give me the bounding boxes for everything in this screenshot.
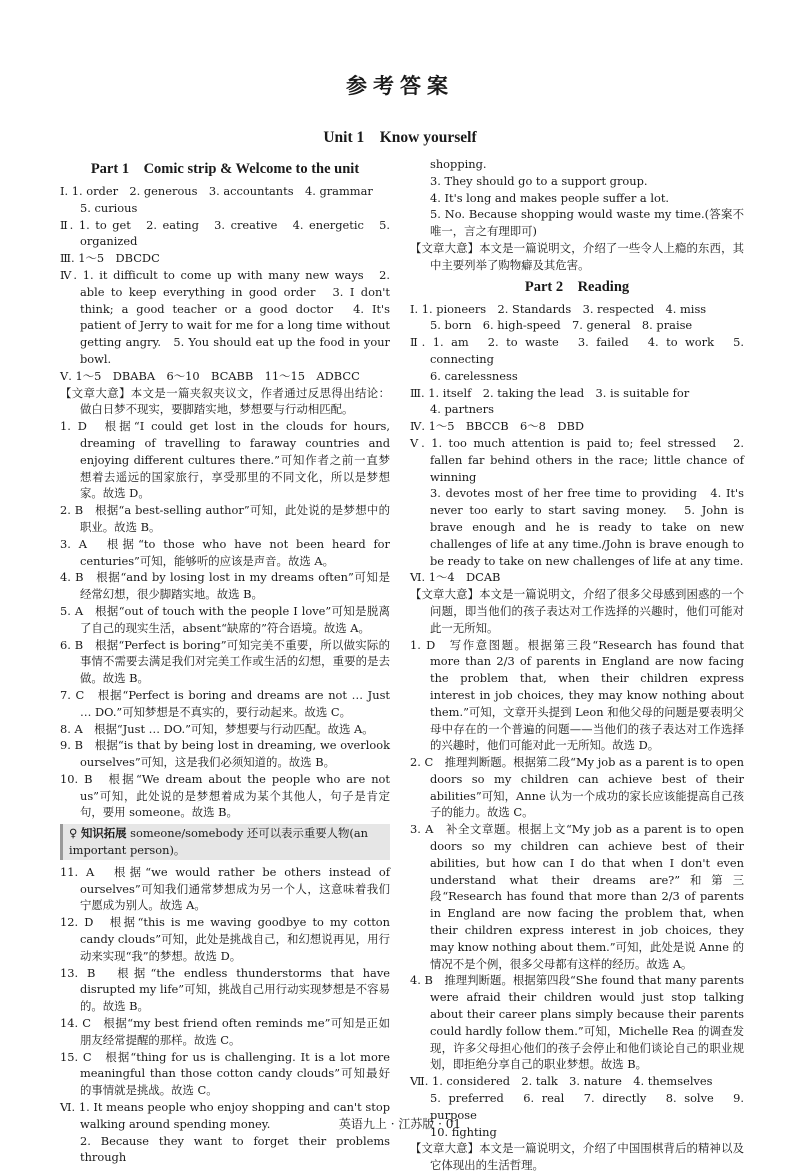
answer-line: 2. Because they want to forget their problems through bbox=[80, 1133, 390, 1165]
answer-line: 8. A 根据“Just … DO.”可知，梦想要与行动匹配。故选 A。 bbox=[60, 721, 374, 736]
tip-label: 知识拓展 bbox=[80, 826, 127, 841]
right-column bbox=[410, 156, 744, 1173]
answer-line: 6. B 根据“Perfect is boring”可知完美不重要，所以做实际的事情不需要去满足我们对完美工作或生活的幻想，重要的是去做。故选 B。 bbox=[60, 637, 390, 686]
answer-line: Ⅲ. 1. itself 2. taking the lead 3. is suitable for bbox=[410, 385, 690, 400]
answer-line: 1. D 写作意图题。根据第三段“Research has found that more than 2/3 of parents in England are now facing the problem that, when their children express interest in job choices, they may know nothing about them.”可知，文章开头提到 Leon 和他父母的问题是要表明父母中存在的一个普遍的问题——当他们的孩子表达对工作选择的兴趣时，他们可能对此一无所知。故选 D。 bbox=[410, 637, 744, 753]
answer-line: Ⅶ. 1. considered 2. talk 3. nature 4. themselves bbox=[410, 1074, 713, 1089]
unit-heading: Unit 1 Know yourself bbox=[323, 129, 477, 146]
answer-line: 3. A 根据“to those who have not been heard for centuries”可知，能够听的应该是声音。故选 A。 bbox=[60, 536, 390, 568]
answer-line: 9. B 根据“is that by being lost in dreaming, we overlook ourselves”可知，这是我们必须知道的。故选 B。 bbox=[60, 738, 390, 770]
answer-line: 4. B 推理判断题。根据第四段“She found that many parents were afraid their children would just stop talking about their career plans simply because their parents could hardly follow them.”可知，Michelle Rea 的调查发现，许多父母担心他们的孩子会停止和他们谈论自己的职业规划，即拒绝分享自己的职业梦想。故选 B。 bbox=[410, 973, 744, 1072]
answer-line: Ⅳ. 1. it difficult to come up with many new ways 2. able to keep everything in good order 3. I don't think; a good teacher or a good doctor 4. It's patient of Jerry to wait for me for a long time without getting angry. 5. You should eat up the food in your bowl. bbox=[60, 267, 390, 366]
page-footer: 英语九上 · 江苏版 · 01 bbox=[338, 1117, 462, 1131]
part1-heading: Part 1 Comic strip & Welcome to the unit bbox=[90, 161, 360, 177]
answer-line: 4. B 根据“and by losing lost in my dreams often”可知是经常幻想，很少脚踏实地。故选 B。 bbox=[60, 570, 390, 602]
summary-line: 【文章大意】本文是一篇说明文，介绍了很多父母感到困惑的一个问题，即当他们的孩子表达对工作选择的兴趣时，他们可能对此一无所知。 bbox=[410, 587, 744, 635]
answer-line: 3. They should go to a support group. bbox=[430, 173, 648, 188]
answer-line: Ⅱ. 1. to get 2. eating 3. creative 4. energetic 5. organized bbox=[60, 217, 390, 249]
answer-line: 7. C 根据“Perfect is boring and dreams are not … Just … DO.”可知梦想是不真实的，要行动起来。故选 C。 bbox=[60, 687, 390, 719]
answer-line: Ⅵ. 1～4 DCAB bbox=[410, 570, 501, 585]
answer-line: 10. fighting bbox=[430, 1124, 497, 1139]
answer-line: 2. C 推理判断题。根据第二段“My job as a parent is to open doors so my children can achieve best of their abilities”可知，Anne 认为一个成功的家长应该能提高自己孩子的能力。故选 C。 bbox=[410, 755, 744, 820]
answer-line: Ⅲ. 1～5 DBCDC bbox=[60, 251, 160, 266]
page-title: 参考答案 bbox=[346, 73, 454, 98]
summary-line: 【文章大意】本文是一篇说明文，介绍了一些令人上瘾的东西，其中主要列举了购物癖及其危害。 bbox=[410, 240, 744, 272]
answer-line: 5. preferred 6. real 7. directly 8. solve 9. purpose bbox=[430, 1091, 744, 1122]
summary-line: 【文章大意】本文是一篇夹叙夹议文，作者通过反思得出结论：做白日梦不现实，要脚踏实地，梦想要与行动相匹配。 bbox=[60, 385, 390, 417]
answer-line: 1. D 根据“I could get lost in the clouds for hours, dreaming of travelling to faraway countries and enjoying different cultures there.”可知作者之前一直梦想着去遥远的国家旅行，享受那里的不同文化，所以是梦想家。故选 D。 bbox=[60, 419, 390, 501]
answer-line: 11. A 根据“we would rather be others instead of ourselves”可知我们通常梦想成为另一个人，这意味着我们宁愿成为别人。故选 A。 bbox=[60, 864, 390, 913]
answer-line: 3. devotes most of her free time to providing 4. It's never too early to start saving money. 5. John is brave enough and he is ready to take on new challenges of life at any time./John is brave enough to be ready to take on new challenges of life at any time. bbox=[430, 486, 744, 568]
answer-line: shopping. bbox=[430, 157, 487, 171]
answer-line: 4. It's long and makes people suffer a lot. bbox=[430, 190, 670, 205]
answer-line: 14. C 根据“my best friend often reminds me”可知是正如朋友经常提醒的那样。故选 C。 bbox=[60, 1016, 390, 1047]
answer-line: 5. A 根据“out of touch with the people I love”可知是脱离了自己的现实生活，absent“缺席的”符合语境。故选 A。 bbox=[60, 603, 390, 635]
part2-heading: Part 2 Reading bbox=[524, 278, 630, 295]
answer-line: 5. No. Because shopping would waste my time.(答案不唯一，言之有理即可) bbox=[430, 207, 744, 239]
answer-line: 13. B 根据“the endless thunderstorms that have disrupted my life”可知，挑战自己用行动实现梦想是不容易的。故选 B。 bbox=[60, 965, 390, 1014]
answer-line: 3. A 补全文章题。根据上文“My job as a parent is to open doors so my children can achieve best of their abilities, but how can I do that when I don't even understand what their dreams are?”和第三段“Research has found that more than 2/3 of parents in England are now facing the problem that, when their children express interest in job choices, they may know nothing about them.”可知，此处是说 Anne 的情况不是个例，很多父母都有这样的经历。故选 A。 bbox=[410, 822, 744, 971]
answer-line: Ⅰ. 1. order 2. generous 3. accountants 4. grammar bbox=[60, 184, 373, 198]
answer-line: 12. D 根据“this is me waving goodbye to my cotton candy clouds”可知，此处是挑战自己，和幻想说再见，用行动来实现“我”的梦想。故选 D。 bbox=[60, 915, 390, 963]
answer-line: 10. B 根据“We dream about the people who are not us”可知，此处说的是梦想着成为某个其他人，句子是肯定句，要用 someone。故选 B。 bbox=[60, 771, 390, 820]
lightbulb-icon: ♀ bbox=[69, 826, 78, 841]
answer-line: 15. C 根据“thing for us is challenging. It is a lot more meaningful than those cotton candy clouds”可知最好的事情就是挑战。故选 C。 bbox=[60, 1049, 390, 1098]
answer-line: Ⅴ. 1～5 DBABA 6～10 BCABB 11～15 ADBCC bbox=[60, 368, 360, 383]
answer-line: 5. curious bbox=[80, 200, 138, 215]
left-column bbox=[60, 156, 390, 1165]
answer-line: 4. partners bbox=[430, 402, 494, 417]
answer-line: Ⅱ. 1. am 2. to waste 3. failed 4. to work 5. connecting bbox=[410, 335, 744, 366]
answer-line: Ⅵ. 1. It means people who enjoy shopping and can't stop walking around spending money. bbox=[60, 1100, 390, 1131]
answer-line: 6. carelessness bbox=[430, 368, 518, 383]
summary-line: 【文章大意】本文是一篇说明文，介绍了中国围棋背后的精神以及它体现出的生活哲理。 bbox=[410, 1141, 744, 1173]
knowledge-tip bbox=[60, 824, 390, 860]
answer-line: Ⅳ. 1～5 BBCCB 6～8 DBD bbox=[410, 419, 584, 434]
tip-text: someone/somebody 还可以表示重要人物(an important person)。 bbox=[69, 826, 369, 858]
answer-line: 2. B 根据“a best-selling author”可知，此处说的是梦想中的职业。故选 B。 bbox=[60, 503, 390, 534]
answer-line: Ⅰ. 1. pioneers 2. Standards 3. respected 4. miss bbox=[410, 301, 707, 316]
answer-line: Ⅴ. 1. too much attention is paid to; feel stressed 2. fallen far behind others in the race; little chance of winning bbox=[410, 435, 744, 484]
answer-line: 5. born 6. high-speed 7. general 8. praise bbox=[430, 318, 693, 333]
